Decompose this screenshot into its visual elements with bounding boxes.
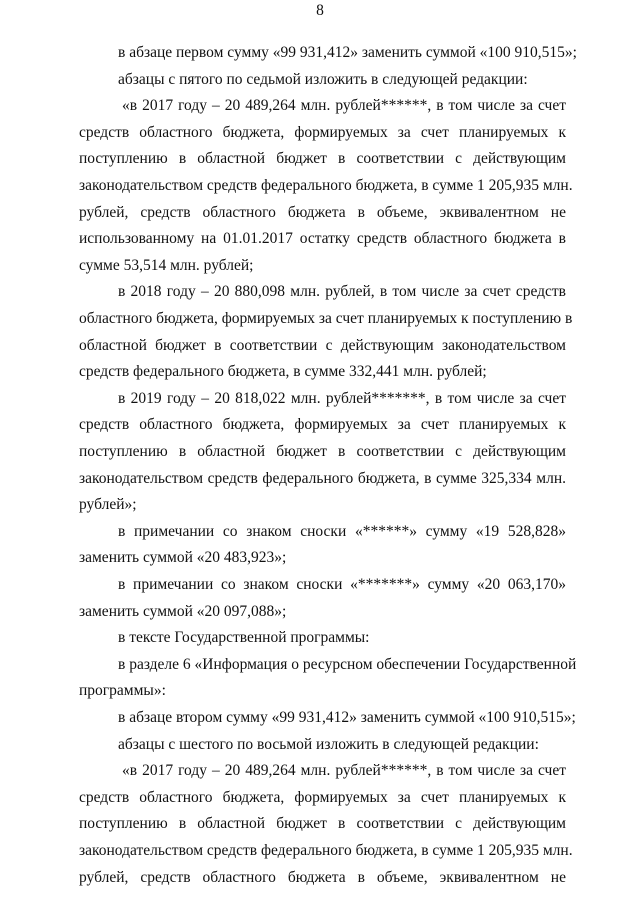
text-line: средств областного бюджета, формируемых за счет планируемых к: [79, 416, 566, 433]
text-line: средств областного бюджета, формируемых за счет планируемых к: [79, 789, 566, 806]
text-line: программы»:: [79, 682, 166, 699]
text-line: заменить суммой «20 097,088»;: [79, 603, 287, 620]
text-line: использованному на 01.01.2017 остатку средств областного бюджета в: [79, 230, 566, 247]
text-line: абзацы с шестого по восьмой изложить в следующей редакции:: [118, 736, 539, 753]
text-line: в разделе 6 «Информация о ресурсном обеспечении Государственной: [118, 656, 577, 673]
text-line: средств федерального бюджета, в сумме 332,441 млн. рублей;: [79, 363, 487, 380]
text-line: абзацы с пятого по седьмой изложить в следующей редакции:: [118, 71, 528, 88]
page-number: 8: [316, 2, 324, 19]
text-line: средств областного бюджета, формируемых за счет планируемых к: [79, 124, 566, 141]
text-line: поступлению в областной бюджет в соответствии с действующим: [79, 150, 566, 167]
text-line: в 2019 году – 20 818,022 млн. рублей*******, в том числе за счет: [118, 390, 566, 407]
text-line: заменить суммой «20 483,923»;: [79, 549, 287, 566]
text-line: рублей, средств областного бюджета в объеме, эквивалентном не: [79, 204, 566, 221]
text-line: в примечании со знаком сноски «******» сумму «19 528,828»: [118, 523, 566, 540]
text-line: сумме 53,514 млн. рублей;: [79, 257, 254, 274]
text-line: рублей»;: [79, 496, 137, 513]
text-line: законодательством средств федерального бюджета, в сумме 1 205,935 млн.: [79, 842, 573, 859]
text-line: в 2018 году – 20 880,098 млн. рублей, в том числе за счет средств: [118, 283, 566, 300]
text-line: областной бюджет в соответствии с действующим законодательством: [79, 337, 566, 354]
text-line: поступлению в областной бюджет в соответствии с действующим: [79, 443, 566, 460]
text-line: законодательством средств федерального бюджета, в сумме 325,334 млн.: [79, 470, 566, 487]
text-line: в абзаце втором сумму «99 931,412» заменить суммой «100 910,515»;: [118, 709, 576, 726]
text-line: «в 2017 году – 20 489,264 млн. рублей******, в том числе за счет: [122, 97, 566, 114]
text-line: рублей, средств областного бюджета в объеме, эквивалентном не: [79, 869, 566, 886]
text-line: в абзаце первом сумму «99 931,412» заменить суммой «100 910,515»;: [118, 44, 577, 61]
text-line: «в 2017 году – 20 489,264 млн. рублей******, в том числе за счет: [122, 762, 566, 779]
text-line: в примечании со знаком сноски «*******» сумму «20 063,170»: [118, 576, 566, 593]
text-line: поступлению в областной бюджет в соответствии с действующим: [79, 815, 566, 832]
text-line: в тексте Государственной программы:: [118, 629, 370, 646]
text-line: областного бюджета, формируемых за счет планируемых к поступлению в: [79, 310, 573, 327]
text-line: законодательством средств федерального бюджета, в сумме 1 205,935 млн.: [79, 177, 573, 194]
